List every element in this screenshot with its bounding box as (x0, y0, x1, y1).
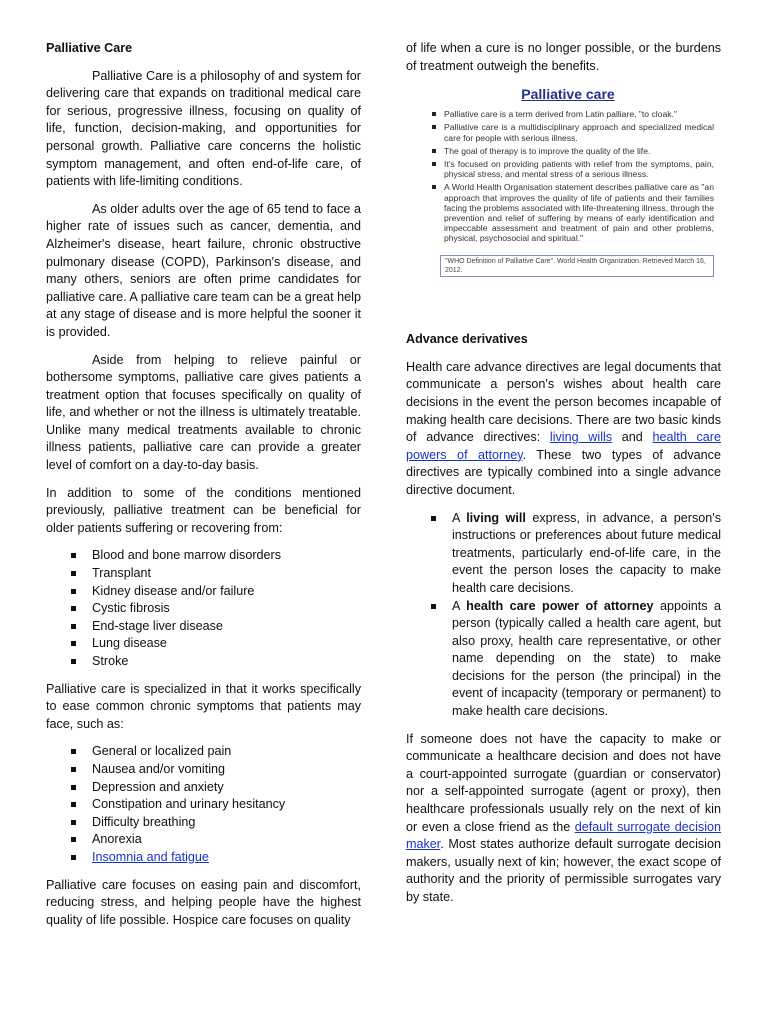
text-run: A (452, 598, 467, 613)
list-item: Anorexia (92, 831, 361, 849)
figure-source: "WHO Definition of Palliative Care". World Health Organization. Retrieved March 16, 2012. (440, 255, 714, 277)
term-living-will: living will (466, 510, 526, 525)
list-item: Cystic fibrosis (92, 600, 361, 618)
list-item: Kidney disease and/or failure (92, 583, 361, 601)
list-item: Difficulty breathing (92, 814, 361, 832)
list-item: Stroke (92, 653, 361, 671)
health-care-powers-of-attorney-link[interactable]: health care powers of attorney (406, 430, 722, 462)
paragraph: Aside from helping to relieve painful or bothersome symptoms, palliative care gives patients a treatment option that focuses specifically on quality of life, and whether or not the illness is ultimately treatable. Unlike many medical treatments available to chronic illness patients, palliative care can provide a greater level of comfort on a day-to-day basis. (46, 352, 361, 473)
insomnia-fatigue-link[interactable]: Insomnia and fatigue (92, 849, 209, 864)
figure-bullets (422, 109, 714, 243)
list-item: Constipation and urinary hesitancy (92, 796, 361, 814)
figure-bullet: It's focused on providing patients with relief from the symptoms, pain, physical stress, and mental stress of a serious illness. (444, 159, 714, 180)
section-heading-palliative-care: Palliative Care (46, 41, 133, 55)
paragraph (406, 731, 721, 907)
paragraph: In addition to some of the conditions mentioned previously, palliative treatment can be beneficial for older patients suffering or recovering from: (46, 485, 361, 535)
conditions-list (46, 547, 361, 670)
paragraph: As older adults over the age of 65 tend to face a higher rate of issues such as cancer, dementia, and Alzheimer's disease, heart failure, chronic obstructive pulmonary disease (COPD), Parkinson's disease, and many others, seniors are often prime candidates for palliative care. A palliative care team can be a great help at any stage of disease and is more helpful the sooner it is provided. (46, 201, 361, 339)
list-item-link (92, 849, 361, 867)
list-item: Transplant (92, 565, 361, 583)
directive-types-list (406, 510, 721, 721)
figure-bullet: Palliative care is a term derived from Latin palliare, "to cloak." (444, 109, 714, 119)
figure-bullet: The goal of therapy is to improve the quality of the life. (444, 146, 714, 156)
list-item-living-will (452, 510, 721, 598)
text-run: Health care advance directives are legal documents that communicate a person's wishes about health care decisions in the event the person becomes incapable of making health care decisions. There are two basic kinds of advance directives: (406, 359, 721, 445)
list-item: Blood and bone marrow disorders (92, 547, 361, 565)
figure-bullet: Palliative care is a multidisciplinary approach and specialized medical care for people with serious illness. (444, 122, 714, 143)
text-run: . These two types of advance directives are typically combined into a single advance directive document. (406, 447, 721, 497)
text-run: express, in advance, a person's instructions or preferences about future medical treatments, particularly end-of-life care, in the event the person loses the capacity to make health care decisions. (452, 510, 721, 595)
palliative-care-figure (422, 85, 714, 305)
text-run: . Most states authorize default surrogate decision makers, usually next of kin; however, the exact scope of authority and the priority of permissible surrogates vary by state. (406, 837, 721, 904)
left-column (46, 40, 361, 939)
paragraph (406, 359, 721, 500)
section-heading-advance-derivatives: Advance derivatives (406, 332, 528, 347)
list-item-power-of-attorney (452, 598, 721, 721)
text-run: If someone does not have the capacity to make or communicate a healthcare decision and does not have a court-appointed surrogate (guardian or conservator) nor a self-appointed surrogate (agent or proxy), then healthcare professionals usually rely on the next of kin or even a close friend as the (406, 731, 721, 834)
right-column (406, 40, 721, 917)
text-run: and (612, 430, 653, 445)
list-item: Depression and anxiety (92, 779, 361, 797)
text-run: A (452, 510, 467, 525)
paragraph-continued: of life when a cure is no longer possible, or the burdens of treatment outweigh the benefits. (406, 41, 721, 73)
list-item: Lung disease (92, 635, 361, 653)
paragraph: Palliative care is specialized in that it works specifically to ease common chronic symptoms that patients may face, such as: (46, 681, 361, 731)
term-power-of-attorney: health care power of attorney (466, 598, 654, 613)
text-run: appoints a person (typically called a health care agent, but also proxy, health care representative, or other name depending on the state) to make decisions for the person (the principal) in the event of incapacity (temporary or permanent) to make health care decisions. (452, 598, 721, 719)
paragraph: Palliative Care is a philosophy of and system for delivering care that expands on traditional medical care for serious, progressive illness, focusing on quality of life, function, decision-making, and opportunities for personal growth. Palliative care concerns the holistic symptom management, and often end-of-life care, of patients with life-limiting conditions. (46, 68, 361, 189)
default-surrogate-decision-maker-link[interactable]: default surrogate decision maker (406, 819, 721, 852)
list-item: Nausea and/or vomiting (92, 761, 361, 779)
spacer (406, 305, 721, 331)
figure-title: Palliative care (521, 86, 615, 103)
paragraph: Palliative care focuses on easing pain and discomfort, reducing stress, and helping people have the highest quality of life possible. Hospice care focuses on quality (46, 877, 361, 927)
list-item: End-stage liver disease (92, 618, 361, 636)
living-wills-link[interactable]: living wills (549, 430, 613, 445)
symptoms-list (46, 743, 361, 866)
list-item: General or localized pain (92, 743, 361, 761)
figure-bullet: A World Health Organisation statement describes palliative care as "an approach that improves the quality of life of patients and their families facing the problems associated with life-threatening illness, through the prevention and relief of suffering by means of early identification and impeccable assessment and treatment of pain and other problems, physical, psychosocial and spiritual." (444, 182, 714, 244)
